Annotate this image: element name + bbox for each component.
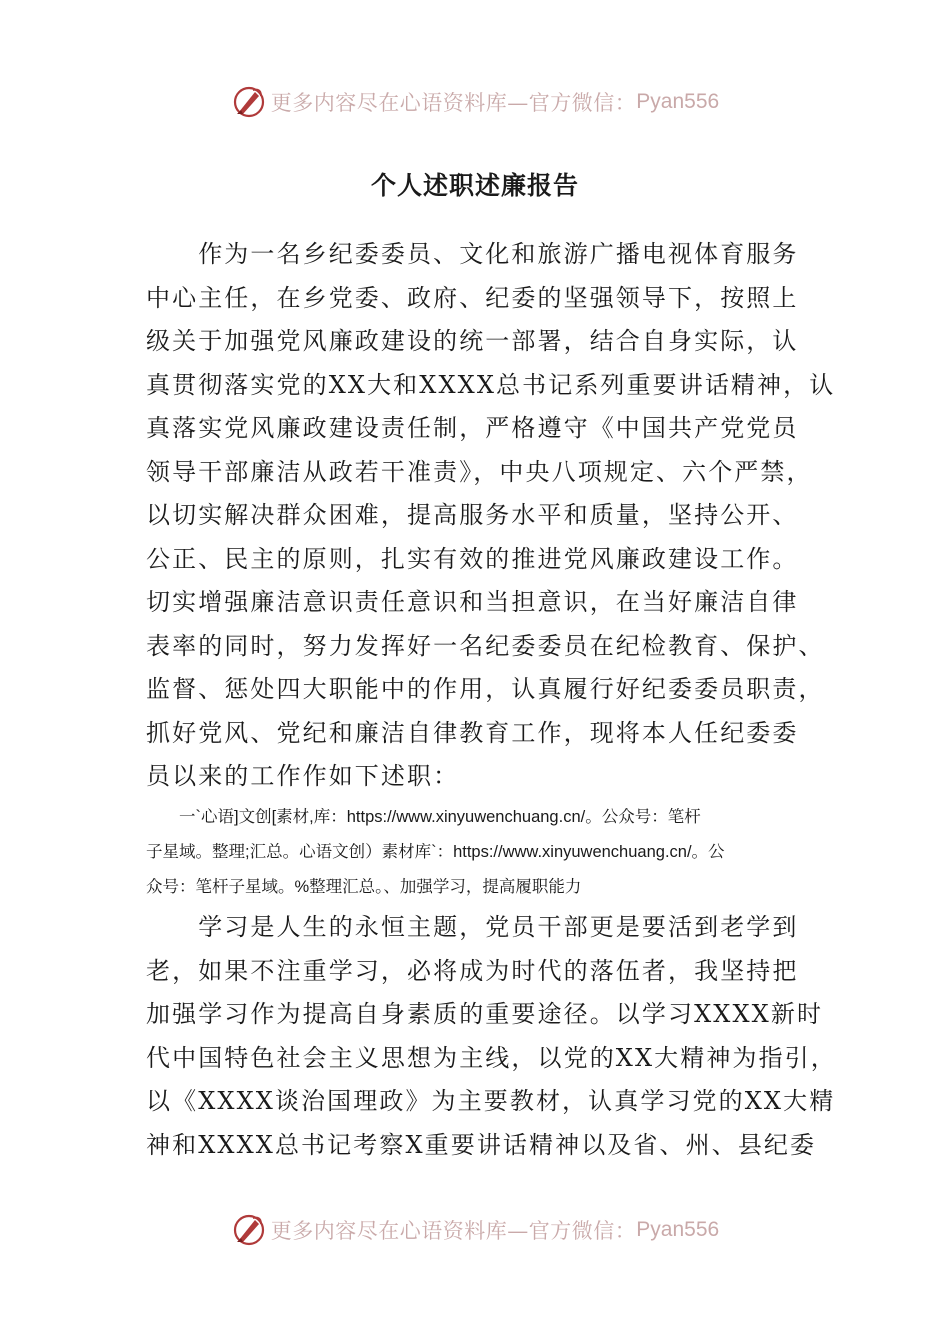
banner-text: 更多内容尽在心语资料库—官方微信： — [270, 91, 637, 115]
footer-watermark-banner — [0, 1208, 950, 1252]
text-line: 学习是人生的永恒主题，党员干部更是要活到老学到 — [146, 913, 799, 941]
text-line: 代中国特色社会主义思想为主线，以党的XX大精神为指引， — [146, 1043, 837, 1072]
banner-text: 更多内容尽在心语资料库—官方微信： — [270, 1219, 637, 1243]
text-line: 切实增强廉洁意识责任意识和当担意识，在当好廉洁自律 — [146, 588, 799, 616]
text-line: 表率的同时，努力发挥好一名纪委委员在纪检教育、保护、 — [146, 631, 825, 660]
text-line: 监督、惩处四大职能中的作用，认真履行好纪委委员职责， — [146, 675, 825, 703]
pen-nib-logo-icon — [231, 84, 267, 120]
watermark-note-paragraph — [146, 800, 810, 905]
text-line: 老，如果不注重学习，必将成为时代的落伍者，我坚持把 — [146, 956, 799, 985]
text-line: 公正、民主的原则，扎实有效的推进党风廉政建设工作。 — [146, 544, 799, 573]
banner-wechat-handle: Pyan556 — [636, 1218, 720, 1241]
note-line: 众号：笔杆子星域。%整理汇总。、加强学习，提高履职能力 — [146, 878, 582, 896]
text-line: 抓好党风、党纪和廉洁自律教育工作，现将本人任纪委委 — [146, 718, 799, 747]
paragraph-study — [146, 906, 837, 1167]
text-line: 神和XXXX总书记考察X重要讲话精神以及省、州、县纪委 — [146, 1130, 817, 1159]
banner-wechat-handle: Pyan556 — [636, 90, 720, 113]
text-line: 作为一名乡纪委委员、文化和旅游广播电视体育服务 — [146, 240, 799, 268]
document-title: 个人述职述廉报告 — [370, 171, 579, 200]
text-line: 中心主任，在乡党委、政府、纪委的坚强领导下，按照上 — [146, 283, 799, 312]
text-line: 领导干部廉洁从政若干准责》，中央八项规定、六个严禁， — [146, 457, 813, 486]
text-line: 以《XXXX谈治国理政》为主要教材，认真学习党的XX大精 — [146, 1087, 836, 1115]
text-line: 真落实党风廉政建设责任制，严格遵守《中国共产党党员 — [146, 414, 799, 442]
text-line: 真贯彻落实党的XX大和XXXX总书记系列重要讲话精神，认 — [146, 370, 836, 399]
pen-nib-logo-icon — [231, 1212, 267, 1248]
header-watermark-banner — [0, 80, 950, 124]
note-line: 子星域。整理;汇总。心语文创）素材库`：https://www.xinyuwenchuang.cn/。公 — [146, 843, 725, 861]
paragraph-intro — [146, 233, 836, 799]
text-line: 加强学习作为提高自身素质的重要途径。以学习XXXX新时 — [146, 1000, 824, 1028]
text-line: 员以来的工作作如下述职： — [146, 762, 460, 790]
text-line: 以切实解决群众困难，提高服务水平和质量，坚持公开、 — [146, 501, 799, 529]
text-line: 级关于加强党风廉政建设的统一部署，结合自身实际，认 — [146, 327, 799, 355]
note-line: 一`心语]文创[素材,库：https://www.xinyuwenchuang.cn/。公众号：笔杆 — [146, 808, 701, 826]
